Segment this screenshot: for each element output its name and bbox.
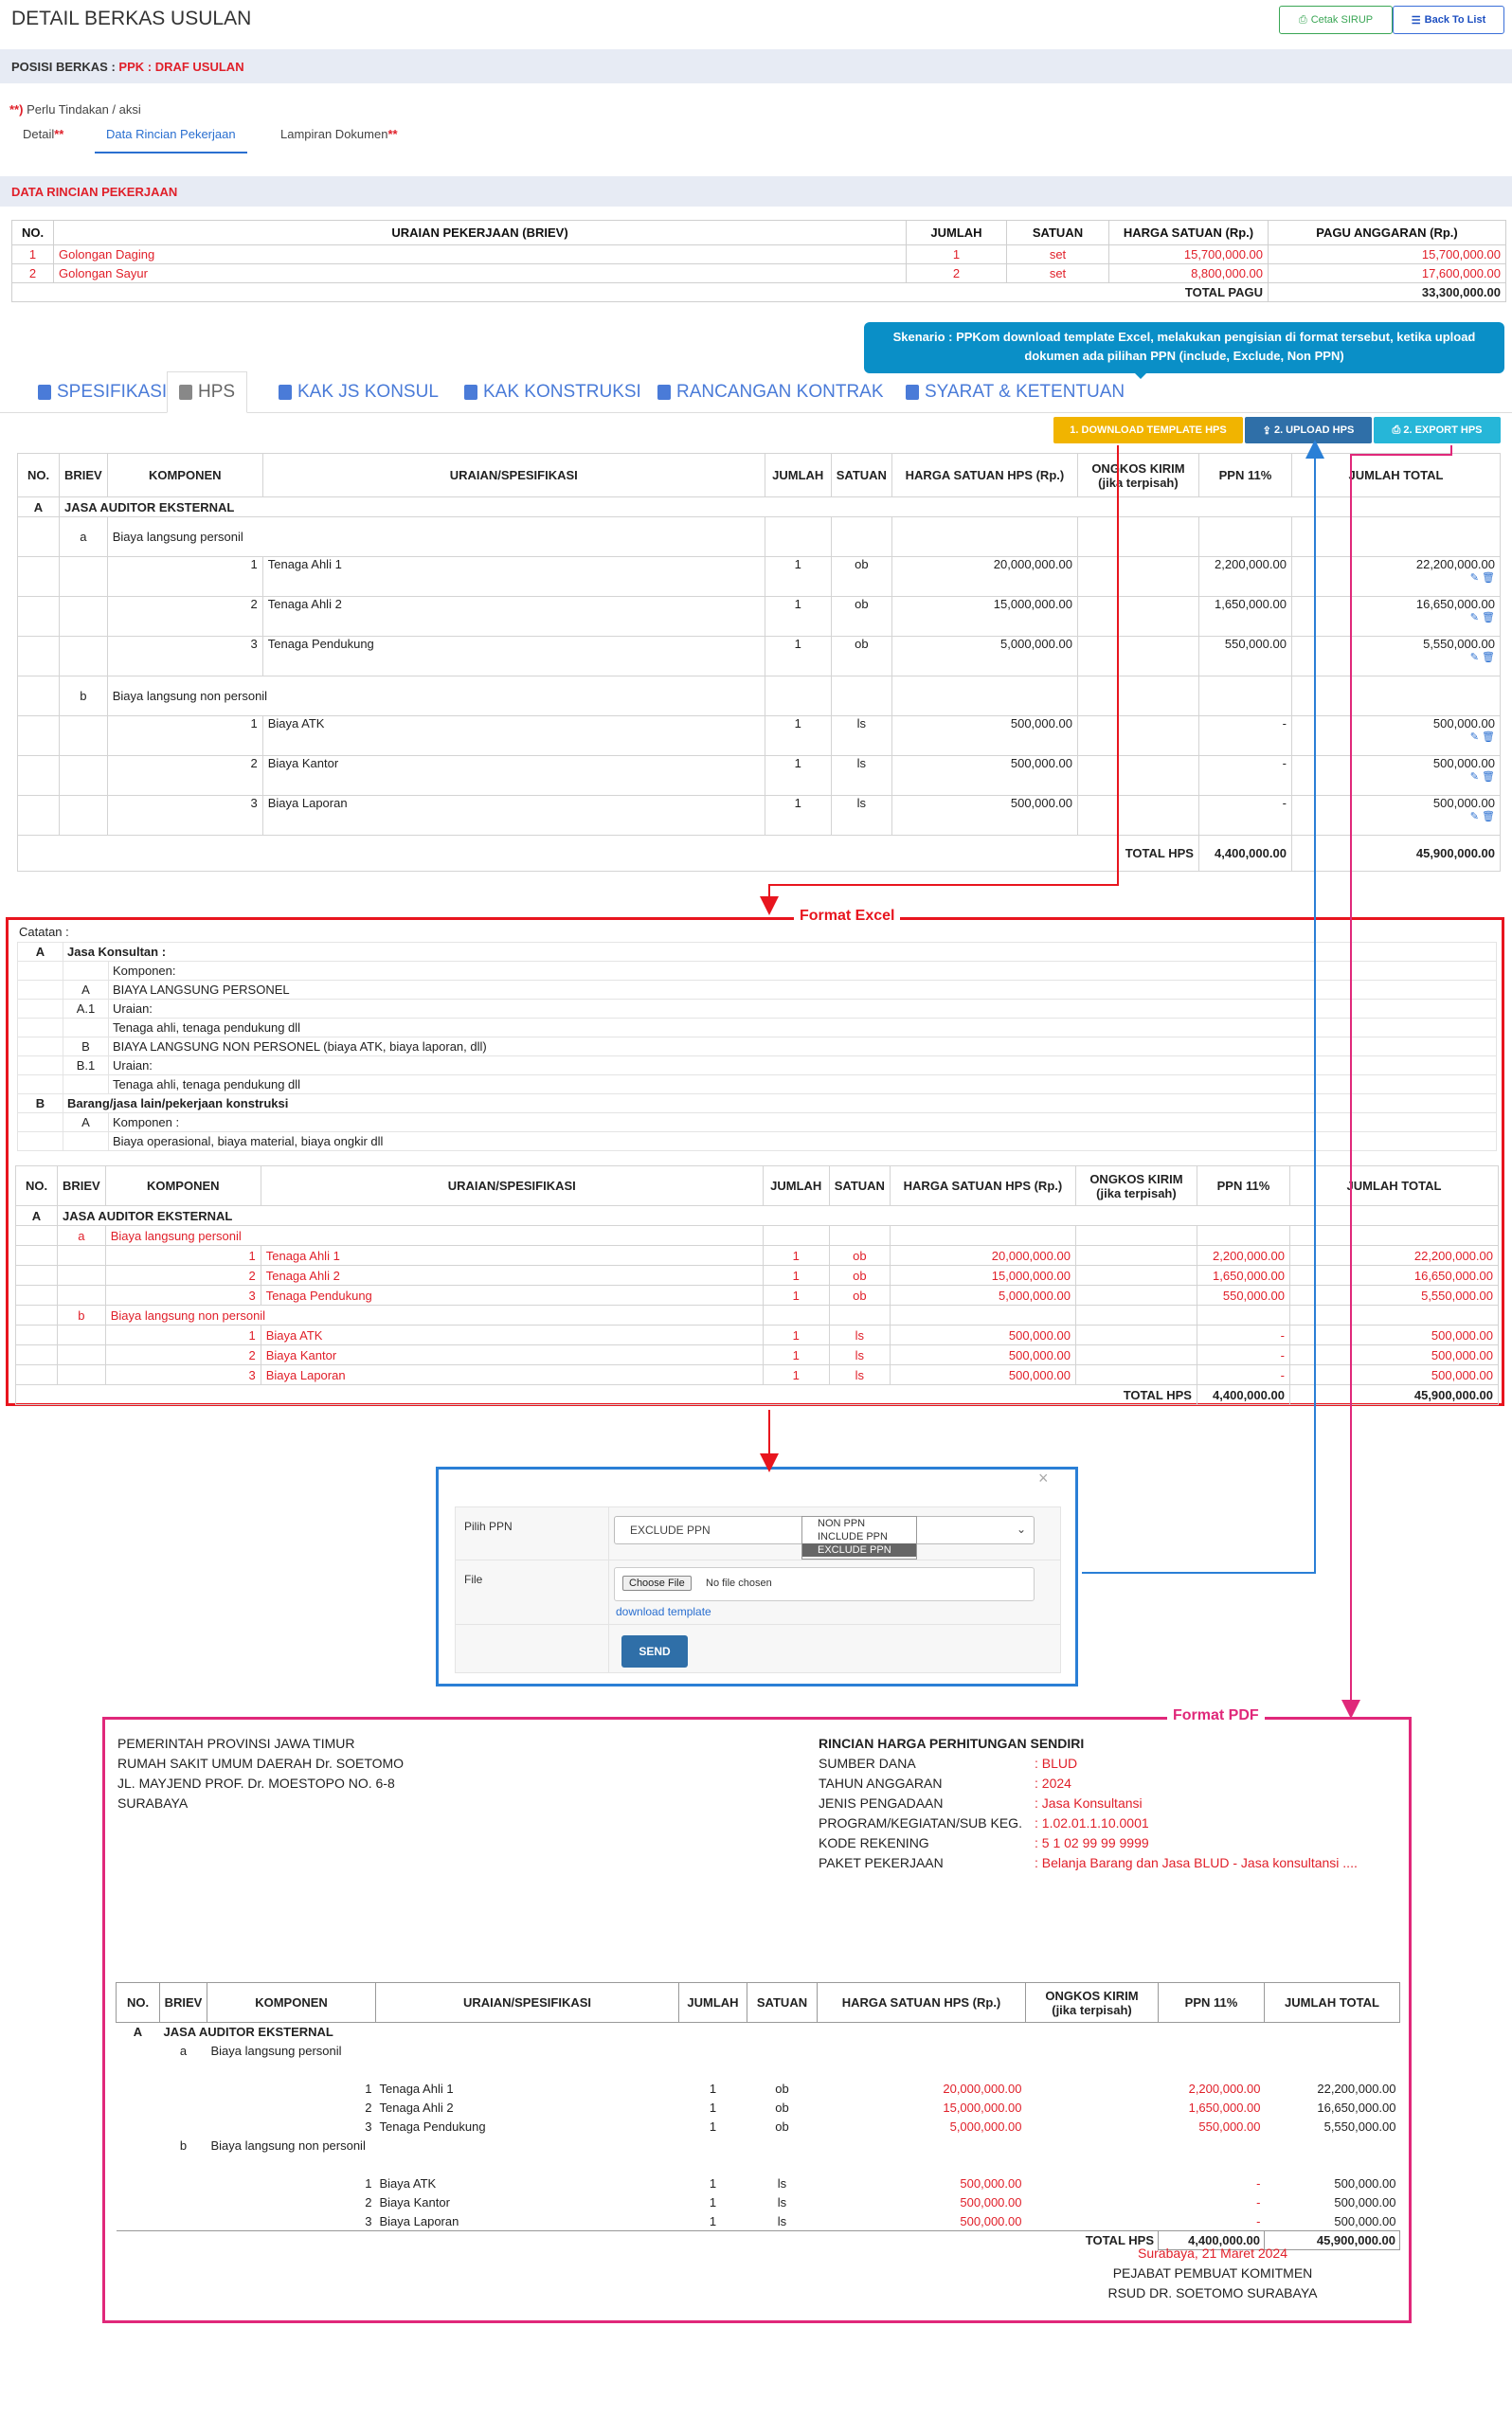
close-icon[interactable]: ×: [1038, 1469, 1049, 1488]
page-title: DETAIL BERKAS USULAN: [11, 8, 252, 29]
table-row: 3 Biaya Laporan 1 ls 500,000.00 - 500,000.00 ✎ 🗑: [18, 796, 1501, 836]
info-row: JENIS PENGADAAN : Jasa Konsultansi: [819, 1795, 1143, 1811]
list-item: B.1 Uraian:: [18, 1056, 1497, 1075]
table-row: 3 Biaya Laporan 1 ls 500,000.00 - 500,000.00: [16, 1365, 1499, 1385]
table-row: 2 Tenaga Ahli 2 1 ob 15,000,000.00 1,650,000.00 16,650,000.00: [16, 1266, 1499, 1286]
posisi-berkas-bar: POSISI BERKAS : PPK : DRAF USULAN: [0, 49, 1512, 83]
export-hps-button[interactable]: ⎙ 2. EXPORT HPS: [1374, 417, 1501, 443]
cetak-sirup-button[interactable]: ⎙ Cetak SIRUP: [1279, 6, 1393, 34]
table-row: 1 Biaya ATK 1 ls 500,000.00 - 500,000.00: [16, 1326, 1499, 1345]
option-non-ppn[interactable]: NON PPN: [818, 1518, 866, 1529]
pdf-signature: Surabaya, 21 Maret 2024 PEJABAT PEMBUAT KOMITMEN RSUD DR. SOETOMO SURABAYA: [1107, 2246, 1318, 2300]
table-row: b Biaya langsung non personil: [16, 1306, 1499, 1326]
format-excel-label: Format Excel: [794, 908, 900, 925]
option-include-ppn[interactable]: INCLUDE PPN: [818, 1531, 888, 1542]
pdf-hps-table: NO. BRIEV KOMPONEN URAIAN/SPESIFIKASI JUMLAH SATUAN HARGA SATUAN HPS (Rp.) ONGKOS KIRIM (jika terpisah) PPN 11% JUMLAH TOTAL A JASA AUDITOR EKSTERNAL a Biaya langsung personil 1 Tenaga Ahli 1 1 ob 20,000,000.00 2,200,000.00 22,200,000.00 2 Tenaga Ahli 2 1 ob 15,000,000.00 1,650,000.00 16,650,000.00 3 Tenaga Pendukung 1 ob 5,000,000.00 550,000.00 5,550,000.00 b Biaya langsung non personil 1 Biaya ATK 1 ls 500,000.00 - 500,000.00 2 Biaya Kantor 1 ls 500,000.00 - 500,000.00 3 Biaya Laporan 1 ls 500,000.00 - 500,000.00 TOTAL HPS 4,400,000.00 45,900,000.00: [116, 1982, 1400, 2250]
option-exclude-ppn[interactable]: EXCLUDE PPN: [802, 1543, 916, 1557]
trash-icon[interactable]: 🗑: [1482, 731, 1495, 743]
rincian-section-title: DATA RINCIAN PEKERJAAN: [0, 176, 1512, 207]
table-row: b Biaya langsung non personil: [179, 2138, 366, 2153]
edit-icon[interactable]: ✎: [1469, 811, 1479, 822]
file-input[interactable]: Choose File No file chosen: [614, 1567, 1035, 1601]
upload-hps-button[interactable]: ⇪ 2. UPLOAD HPS: [1245, 417, 1372, 443]
table-row: 1 Golongan Daging 1 set 15,700,000.00 15,700,000.00: [12, 245, 1506, 264]
info-row: KODE REKENING : 5 1 02 99 99 9999: [819, 1835, 1149, 1850]
info-row: SUMBER DANA : BLUD: [819, 1756, 1078, 1771]
ppn-select[interactable]: EXCLUDE PPN ⌄: [614, 1516, 1035, 1544]
list-item: A Jasa Konsultan :: [18, 943, 1497, 962]
upload-modal: Pilih PPN EXCLUDE PPN ⌄ NON PPN INCLUDE PPN EXCLUDE PPN File Choose File No file chosen download template SEND: [455, 1482, 1061, 1671]
tab-kak-js-konsul[interactable]: KAK JS KONSUL: [267, 375, 450, 409]
tab-rancangan-kontrak[interactable]: RANCANGAN KONTRAK: [646, 375, 895, 409]
table-row: a Biaya langsung personil: [16, 1226, 1499, 1246]
table-row: 3 Tenaga Pendukung 1 ob 5,000,000.00 550,000.00 5,550,000.00: [16, 1286, 1499, 1306]
total-row: TOTAL HPS 4,400,000.00 45,900,000.00: [16, 1385, 1499, 1405]
pdf-info: RINCIAN HARGA PERHITUNGAN SENDIRI SUMBER DANA : BLUD TAHUN ANGGARAN : 2024 JENIS PENGADAAN : Jasa Konsultansi PROGRAM/KEGIATAN/SUB KEG. : 1.02.01.1.10.0001 KODE REKENING : 5 1 02 99 99 9999 PAKET PEKERJAAN : Belanja Barang dan Jasa BLUD - Jasa konsultansi ....: [819, 1734, 1358, 1873]
table-row: 2 Biaya Kantor 1 ls 500,000.00 - 500,000.00 ✎ 🗑: [18, 756, 1501, 796]
table-row: 3 Tenaga Pendukung 1 ob 5,000,000.00 550,000.00 5,550,000.00: [365, 2119, 1396, 2134]
table-row: A JASA AUDITOR EKSTERNAL: [133, 2025, 333, 2040]
rincian-table: NO. URAIAN PEKERJAAN (BRIEV) JUMLAH SATUAN HARGA SATUAN (Rp.) PAGU ANGGARAN (Rp.) 1 Golongan Daging 1 set 15,700,000.00 15,700,000.00 2 Golongan Sayur 2 set 8,800,000.00 17,600,000.00 TOTAL PAGU 33,300,000.00: [11, 220, 1506, 302]
subtab-rincian[interactable]: Data Rincian Pekerjaan: [95, 119, 247, 153]
table-row: 1 Biaya ATK 1 ls 500,000.00 - 500,000.00 ✎ 🗑: [18, 716, 1501, 756]
list-item: Tenaga ahli, tenaga pendukung dll: [18, 1075, 1497, 1094]
edit-icon[interactable]: ✎: [1469, 731, 1479, 743]
list-item: A.1 Uraian:: [18, 1000, 1497, 1019]
table-row: 3 Tenaga Pendukung 1 ob 5,000,000.00 550,000.00 5,550,000.00 ✎ 🗑: [18, 637, 1501, 676]
edit-icon[interactable]: ✎: [1469, 572, 1479, 584]
table-row: 2 Golongan Sayur 2 set 8,800,000.00 17,600,000.00: [12, 264, 1506, 283]
table-row: 2 Tenaga Ahli 2 1 ob 15,000,000.00 1,650,000.00 16,650,000.00: [365, 2101, 1396, 2115]
tab-spesifikasi[interactable]: SPESIFIKASI: [27, 375, 178, 409]
trash-icon[interactable]: 🗑: [1482, 652, 1495, 663]
table-row: b Biaya langsung non personil: [18, 676, 1501, 716]
table-row: 1 Tenaga Ahli 1 1 ob 20,000,000.00 2,200,000.00 22,200,000.00: [365, 2082, 1396, 2096]
trash-icon[interactable]: 🗑: [1482, 572, 1495, 584]
send-button[interactable]: SEND: [621, 1635, 688, 1668]
tab-kak-konstruksi[interactable]: KAK KONSTRUKSI: [453, 375, 653, 409]
print-icon: ⎙: [1298, 13, 1307, 26]
tab-hps[interactable]: HPS: [167, 371, 247, 413]
table-row: 1 Tenaga Ahli 1 1 ob 20,000,000.00 2,200,000.00 22,200,000.00 ✎ 🗑: [18, 557, 1501, 597]
subtab-detail[interactable]: Detail**: [23, 127, 64, 141]
list-item: B BIAYA LANGSUNG NON PERSONEL (biaya ATK, biaya laporan, dll): [18, 1037, 1497, 1056]
download-template-button[interactable]: 1. DOWNLOAD TEMPLATE HPS: [1053, 417, 1243, 443]
download-template-link[interactable]: download template: [616, 1605, 711, 1618]
total-row: TOTAL HPS 4,400,000.00 45,900,000.00: [117, 2231, 1400, 2250]
table-row: a Biaya langsung personil: [179, 2044, 342, 2058]
pdf-letterhead: PEMERINTAH PROVINSI JAWA TIMUR RUMAH SAKIT UMUM DAERAH Dr. SOETOMO JL. MAYJEND PROF. Dr. MOESTOPO NO. 6-8 SURABAYA: [117, 1736, 405, 1811]
choose-file-button[interactable]: Choose File: [622, 1576, 692, 1591]
table-row: a Biaya langsung personil: [18, 517, 1501, 557]
trash-icon[interactable]: 🗑: [1482, 771, 1495, 783]
tab-syarat-ketentuan[interactable]: SYARAT & KETENTUAN: [894, 375, 1136, 409]
list-item: A BIAYA LANGSUNG PERSONEL: [18, 981, 1497, 1000]
list-item: A Komponen :: [18, 1113, 1497, 1132]
format-pdf-label: Format PDF: [1167, 1707, 1265, 1724]
table-row: 2 Biaya Kantor 1 ls 500,000.00 - 500,000.00: [365, 2195, 1396, 2210]
chevron-down-icon: ⌄: [1016, 1523, 1026, 1536]
hps-table: NO. BRIEV KOMPONEN URAIAN/SPESIFIKASI JUMLAH SATUAN HARGA SATUAN HPS (Rp.) ONGKOS KIRIM (jika terpisah) PPN 11% JUMLAH TOTAL A JASA AUDITOR EKSTERNAL a Biaya langsung personil 1 Tenaga Ahli 1 1 ob 20,000,000.00 2,200,000.00 22,200,000.00 ✎ 🗑 2 Tenaga Ahli 2 1 ob 15,000,000.00 1,650,000.00 16,650,000.00 ✎ 🗑 3 Tenaga Pendukung 1 ob 5,000,000.00 550,000.00 5,550,000.00 ✎ 🗑 b Biaya langsung non personil 1 Biaya ATK 1 ls 500,000.00 - 500,000.00 ✎ 🗑 2 Biaya Kantor 1 ls 500,000.00 - 500,000.00 ✎ 🗑 3 Biaya Laporan 1 ls 500,000.00 - 500,000.00 ✎ 🗑 TOTAL HPS 4,400,000.00 45,900,000.00: [17, 453, 1501, 872]
table-row: A JASA AUDITOR EKSTERNAL: [16, 1206, 1499, 1226]
table-row: A JASA AUDITOR EKSTERNAL: [18, 497, 1501, 517]
table-row: 3 Biaya Laporan 1 ls 500,000.00 - 500,000.00: [365, 2213, 1396, 2228]
edit-icon[interactable]: ✎: [1469, 771, 1479, 783]
upload-icon: ⇪: [1262, 424, 1274, 437]
excel-notes: Catatan : A Jasa Konsultan : Komponen: A BIAYA LANGSUNG PERSONEL A.1 Uraian: Tenaga ahli, tenaga pendukung dll B BIAYA LANGSUNG NON PERSONEL (biaya ATK, biaya laporan, dll) B.1 Uraian: Tenaga ahli, tenaga pendukung dll B Barang/jasa lain/pekerjaan konstruksi A Komponen : Biaya operasional, biaya material, biaya ongkir dll: [17, 925, 1497, 1151]
trash-icon[interactable]: 🗑: [1482, 811, 1495, 822]
list-item: Komponen:: [18, 962, 1497, 981]
table-row: 2 Tenaga Ahli 2 1 ob 15,000,000.00 1,650,000.00 16,650,000.00 ✎ 🗑: [18, 597, 1501, 637]
print-icon: ⎙: [1392, 424, 1404, 436]
list-item: Tenaga ahli, tenaga pendukung dll: [18, 1019, 1497, 1037]
info-row: PAKET PEKERJAAN : Belanja Barang dan Jasa BLUD - Jasa konsultansi ....: [819, 1855, 1358, 1870]
back-to-list-button[interactable]: ☰ Back To List: [1393, 6, 1504, 34]
scenario-callout: Skenario : PPKom download template Excel, melakukan pengisian di format tersebut, ketika upload dokumen ada pilihan PPN (include, Exclude, Non PPN): [864, 322, 1504, 373]
total-row: TOTAL HPS 4,400,000.00 45,900,000.00: [18, 836, 1501, 872]
subtab-lampiran[interactable]: Lampiran Dokumen**: [280, 127, 398, 141]
total-row: TOTAL PAGU 33,300,000.00: [12, 283, 1506, 302]
posisi-value: PPK : DRAF USULAN: [118, 60, 244, 74]
info-row: TAHUN ANGGARAN : 2024: [819, 1776, 1071, 1791]
list-item: Biaya operasional, biaya material, biaya ongkir dll: [18, 1132, 1497, 1151]
trash-icon[interactable]: 🗑: [1482, 612, 1495, 623]
table-row: 1 Tenaga Ahli 1 1 ob 20,000,000.00 2,200,000.00 22,200,000.00: [16, 1246, 1499, 1266]
list-icon: ☰: [1411, 14, 1421, 27]
info-row: PROGRAM/KEGIATAN/SUB KEG. : 1.02.01.1.10.0001: [819, 1815, 1149, 1831]
table-row: 1 Biaya ATK 1 ls 500,000.00 - 500,000.00: [365, 2176, 1396, 2191]
action-note: **) Perlu Tindakan / aksi: [9, 102, 141, 117]
list-item: B Barang/jasa lain/pekerjaan konstruksi: [18, 1094, 1497, 1113]
edit-icon[interactable]: ✎: [1469, 652, 1479, 663]
edit-icon[interactable]: ✎: [1469, 612, 1479, 623]
table-row: 2 Biaya Kantor 1 ls 500,000.00 - 500,000.00: [16, 1345, 1499, 1365]
excel-hps-table: NO. BRIEV KOMPONEN URAIAN/SPESIFIKASI JUMLAH SATUAN HARGA SATUAN HPS (Rp.) ONGKOS KIRIM (jika terpisah) PPN 11% JUMLAH TOTAL A JASA AUDITOR EKSTERNAL a Biaya langsung personil 1 Tenaga Ahli 1 1 ob 20,000,000.00 2,200,000.00 22,200,000.00 2 Tenaga Ahli 2 1 ob 15,000,000.00 1,650,000.00 16,650,000.00 3 Tenaga Pendukung 1 ob 5,000,000.00 550,000.00 5,550,000.00 b Biaya langsung non personil 1 Biaya ATK 1 ls 500,000.00 - 500,000.00 2 Biaya Kantor 1 ls 500,000.00 - 500,000.00 3 Biaya Laporan 1 ls 500,000.00 - 500,000.00 TOTAL HPS 4,400,000.00 45,900,000.00: [15, 1165, 1499, 1405]
